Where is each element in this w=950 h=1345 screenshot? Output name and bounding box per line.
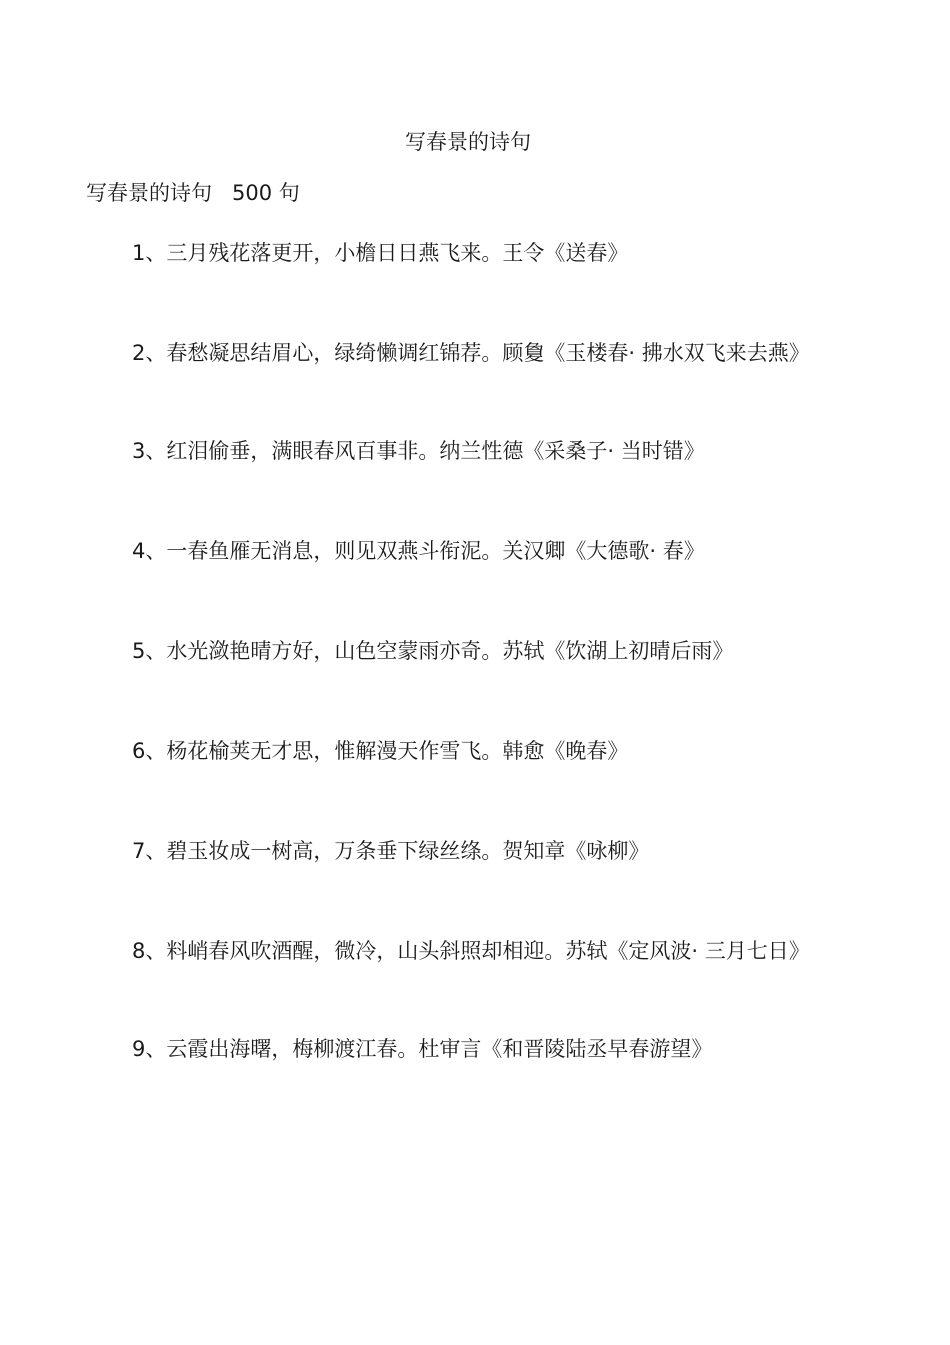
poem-line-7: 7、碧玉妆成一树高，万条垂下绿丝绦。贺知章《咏柳》 (132, 839, 650, 863)
document-title: 写春景的诗句 (405, 130, 531, 154)
poem-line-6: 6、杨花榆荚无才思，惟解漫天作雪飞。韩愈《晚春》 (132, 739, 629, 763)
poem-line-8: 8、料峭春风吹酒醒，微冷，山头斜照却相迎。苏轼《定风波· 三月七日》 (132, 939, 810, 963)
poem-line-9: 9、云霞出海曙，梅柳渡江春。杜审言《和晋陵陆丞早春游望》 (132, 1037, 713, 1061)
poem-line-1: 1、三月残花落更开，小檐日日燕飞来。王令《送春》 (132, 241, 629, 265)
poem-line-4: 4、一春鱼雁无消息，则见双燕斗衔泥。关汉卿《大德歌· 春》 (132, 539, 705, 563)
poem-line-3: 3、红泪偷垂，满眼春风百事非。纳兰性德《采桑子· 当时错》 (132, 439, 705, 463)
poem-list (86, 230, 810, 1126)
poem-line-5: 5、水光潋艳晴方好，山色空蒙雨亦奇。苏轼《饮湖上初晴后雨》 (132, 639, 734, 663)
document-subtitle: 写春景的诗句 500 句 (86, 181, 300, 205)
poem-line-2: 2、春愁凝思结眉心，绿绮懒调红锦荐。顾敻《玉楼春· 拂水双飞来去燕》 (132, 341, 810, 365)
